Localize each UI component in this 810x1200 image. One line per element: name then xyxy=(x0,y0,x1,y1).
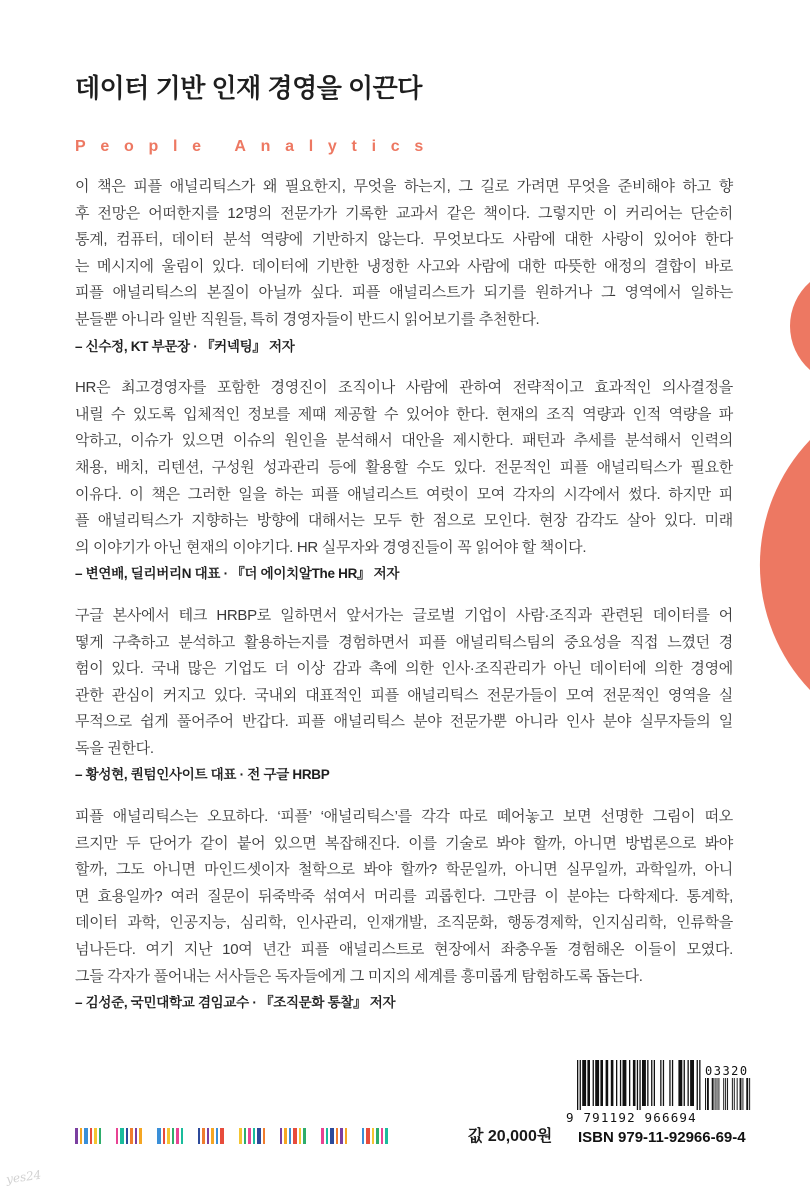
barcode-bar xyxy=(723,1078,724,1110)
stripe-bar xyxy=(130,1128,133,1144)
stripe-bar xyxy=(211,1128,214,1144)
barcode-bar xyxy=(712,1078,714,1110)
stripe-bar xyxy=(163,1128,165,1144)
stripe-bar xyxy=(253,1128,255,1144)
endorsement-quote xyxy=(75,174,733,334)
barcode-bar xyxy=(651,1060,652,1106)
quote-line: 채용, 배치, 리텐션, 구성원 성과관리 등에 활용할 수도 있다. 전문적인 피플 애널리틱스가 필요한 xyxy=(75,458,733,476)
barcode-bar xyxy=(688,1060,689,1106)
endorsement-quote xyxy=(75,804,733,990)
barcode-bar xyxy=(620,1060,621,1106)
barcode-bar xyxy=(595,1060,599,1106)
stripe-bar xyxy=(135,1128,137,1144)
quote-line: 험이 있다. 국내 많은 기업도 더 이상 감과 촉에 의한 인사·조직관리가 아닌 데이터에 의한 경영에 xyxy=(75,660,733,678)
endorsement-quote xyxy=(75,375,733,561)
stripe-bar xyxy=(372,1128,374,1144)
barcode-bar xyxy=(699,1060,700,1110)
quote-line: 의 이야기가 아닌 현재의 이야기다. HR 실무자와 경영진들이 꼭 읽어야 할 책이다. xyxy=(75,538,587,556)
stripe-bar xyxy=(167,1128,170,1144)
barcode-addon-digits: 03320 xyxy=(705,1064,749,1078)
barcode-bar xyxy=(727,1078,728,1110)
quote-line: 무적으로 쉽게 풀어주어 반갑다. 피플 애널리틱스 분야 전문가뿐 아니라 인사 분야 실무자들의 일 xyxy=(75,713,733,731)
barcode-bar xyxy=(715,1078,716,1110)
stripe-bar xyxy=(299,1128,301,1144)
endorsement-block xyxy=(75,603,733,789)
barcode-bar xyxy=(732,1078,733,1110)
quote-line: HR은 최고경영자를 포함한 경영진이 조직이나 사람에 관하여 전략적이고 효과적인 의사결정을 xyxy=(75,379,733,397)
barcode-bar xyxy=(582,1060,586,1106)
quote-line: 내릴 수 있도록 입체적인 정보를 제때 제공할 수 있어야 한다. 현재의 조직 역량과 인적 역량을 파 xyxy=(75,405,733,423)
quote-line: 이유다. 이 책은 그러한 일을 하는 피플 애널리스트 여럿이 모여 각자의 시각에서 썼다. 하지만 피 xyxy=(75,485,733,503)
stripe-bar xyxy=(216,1128,218,1144)
stripe-bar xyxy=(176,1128,179,1144)
color-stripe-band xyxy=(75,1128,405,1144)
barcode-bar xyxy=(740,1078,742,1110)
stripe-bar xyxy=(321,1128,324,1144)
stripe-bar xyxy=(202,1128,205,1144)
barcode-bar xyxy=(606,1060,609,1106)
quote-line: 할까, 그도 아니면 마인드셋이자 철학으로 봐야 할까? 학문일까, 아니면 실무일까, 과학일까, 아니 xyxy=(75,861,733,879)
barcode-bar xyxy=(637,1060,638,1110)
stripe-bar xyxy=(293,1128,297,1144)
quote-line: 후 전망은 어떠한지를 12명의 전문가가 기록한 교과서 같은 책이다. 그렇지만 이 커리어는 단순히 xyxy=(75,204,733,222)
barcode-bar xyxy=(629,1060,630,1106)
stripe-bar xyxy=(340,1128,343,1144)
barcode-bar xyxy=(697,1060,698,1110)
quote-line: 플 애널리틱스가 지향하는 방향에 대해서는 모두 한 점으로 모인다. 현장 감각도 살아 있다. 미래 xyxy=(75,512,733,530)
stripe-bar xyxy=(157,1128,161,1144)
barcode-bar xyxy=(734,1078,735,1110)
barcode-bar xyxy=(580,1060,581,1110)
stripe-bar xyxy=(303,1128,306,1144)
barcode-bar xyxy=(746,1078,748,1110)
barcode-bar xyxy=(633,1060,636,1106)
quote-line: 그들 각자가 풀어내는 서사들은 독자들에게 그 미지의 세계를 흥미롭게 탐험하도록 돕는다. xyxy=(75,967,643,985)
endorsement-block xyxy=(75,375,733,588)
barcode-bar xyxy=(742,1078,743,1110)
barcode-bar xyxy=(737,1078,738,1110)
stripe-bar xyxy=(172,1128,174,1144)
stripe-bar xyxy=(198,1128,200,1144)
barcode-bar xyxy=(678,1060,682,1106)
quote-line: 르지만 두 단어가 같이 붙어 있으면 복잡해진다. 이를 기술로 봐야 할까, 아니면 방법론으로 봐야 xyxy=(75,834,733,852)
stripe-bar xyxy=(376,1128,379,1144)
stripe-bar xyxy=(366,1128,370,1144)
barcode-bar xyxy=(616,1060,617,1106)
stripe-bar xyxy=(90,1128,92,1144)
stripe-bar xyxy=(257,1128,261,1144)
quote-line: 통계, 컴퓨터, 데이터 분석 역량에 기반하지 않는다. 무엇보다도 사람에 대한 사랑이 있어야 한다 xyxy=(75,231,733,249)
barcode-bar xyxy=(660,1060,661,1106)
isbn-label: ISBN 979-11-92966-69-4 xyxy=(578,1129,746,1146)
quote-line: 면 효용일까? 여러 질문이 뒤죽박죽 섞여서 머리를 괴롭힌다. 그만큼 이 분야는 다학제다. 통계학, xyxy=(75,887,733,905)
stripe-bar xyxy=(330,1128,334,1144)
barcode-bar xyxy=(718,1078,719,1110)
decorative-circle-small xyxy=(790,282,810,370)
stripe-bar xyxy=(220,1128,224,1144)
endorsement-list xyxy=(75,174,733,1032)
stripe-bar xyxy=(345,1128,347,1144)
quote-line: 데이터 과학, 인공지능, 심리학, 인사관리, 인재개발, 조직문화, 행동경제학, 인지심리학, 인류학을 xyxy=(75,914,733,932)
barcode-bar xyxy=(672,1060,673,1106)
endorsement-attribution: – 황성현, 퀀텀인사이트 대표 · 전 구글 HRBP xyxy=(75,767,330,783)
stripe-bar xyxy=(94,1128,97,1144)
barcode-bar xyxy=(749,1078,750,1110)
barcode-bar xyxy=(642,1060,646,1106)
barcode-bar xyxy=(593,1060,594,1106)
price-label: 값 20,000원 xyxy=(468,1128,553,1145)
stripe-bar xyxy=(181,1128,183,1144)
quote-line: 넘나든다. 여기 지난 10여 년간 피플 애널리스트로 현장에서 좌충우돌 경험해온 이들이 모였다. xyxy=(75,941,733,959)
watermark: yes24 xyxy=(5,1167,43,1187)
endorsement-quote xyxy=(75,603,733,763)
stripe-bar xyxy=(120,1128,124,1144)
barcode-bar xyxy=(623,1060,627,1106)
stripe-bar xyxy=(239,1128,242,1144)
quote-line: 피플 애널리틱스의 본질이 아닐까 싶다. 피플 애널리스트가 되기를 원하거나 그 영역에서 일하는 xyxy=(75,284,733,302)
quote-line: 분들뿐 아니라 일반 직원들, 특히 경영자들이 반드시 읽어보기를 추천한다. xyxy=(75,310,540,328)
stripe-bar xyxy=(263,1128,265,1144)
stripe-bar xyxy=(99,1128,101,1144)
stripe-bar xyxy=(326,1128,328,1144)
barcode-number: 9 791192 966694 xyxy=(566,1110,697,1125)
quote-line: 관한 관심이 커지고 있다. 국내외 대표적인 피플 애널리틱스 전문가들이 모여 전문적인 영역을 실 xyxy=(75,686,733,704)
barcode-bar xyxy=(647,1060,648,1106)
stripe-bar xyxy=(248,1128,251,1144)
stripe-bar xyxy=(336,1128,338,1144)
stripe-bar xyxy=(139,1128,142,1144)
barcode-bar xyxy=(684,1060,685,1106)
stripe-bar xyxy=(289,1128,291,1144)
barcode-bar xyxy=(587,1060,590,1106)
barcode-bar xyxy=(705,1078,706,1110)
stripe-bar xyxy=(84,1128,88,1144)
stripe-bar xyxy=(385,1128,388,1144)
endorsement-attribution: – 변연배, 딜리버리N 대표 · 『더 에이치알The HR』 저자 xyxy=(75,566,400,582)
quote-line: 피플 애널리틱스는 오묘하다. ‘피플’ ‘애널리틱스’를 각각 따로 떼어놓고 보면 선명한 그림이 떠오 xyxy=(75,808,733,826)
endorsement-attribution: – 김성준, 국민대학교 겸임교수 · 『조직문화 통찰』 저자 xyxy=(75,995,396,1011)
barcode-bar xyxy=(707,1078,709,1110)
stripe-bar xyxy=(116,1128,118,1144)
subtitle: People Analytics xyxy=(75,138,438,155)
stripe-bar xyxy=(244,1128,246,1144)
barcode-bar xyxy=(611,1060,614,1106)
endorsement-attribution: – 신수정, KT 부문장 · 『커넥팅』 저자 xyxy=(75,338,295,354)
quote-line: 악하고, 이슈가 있으면 이슈의 원인을 분석해서 대안을 제시한다. 패턴과 추세를 분석해서 인력의 xyxy=(75,432,733,450)
quote-line: 구글 본사에서 테크 HRBP로 일하면서 앞서가는 글로벌 기업이 사람·조직과 관련된 데이터를 어 xyxy=(75,606,733,624)
quote-line: 떻게 구축하고 분석하고 활용하는지를 경험하면서 피플 애널리틱스팀의 중요성을 직접 느꼈던 경 xyxy=(75,633,733,651)
decorative-circle-large xyxy=(760,440,810,690)
stripe-bar xyxy=(284,1128,287,1144)
endorsement-block xyxy=(75,174,733,360)
quote-line: 는 메시지에 울림이 있다. 데이터에 기반한 냉정한 사고와 사람에 대한 따뜻한 애정의 결합이 바로 xyxy=(75,257,733,275)
barcode-bar xyxy=(654,1060,655,1106)
barcode-bar xyxy=(577,1060,578,1110)
decorative-circles xyxy=(740,270,810,700)
barcode-bar xyxy=(669,1060,670,1106)
stripe-bar xyxy=(75,1128,78,1144)
barcode-bar xyxy=(725,1078,726,1110)
quote-line: 독을 권한다. xyxy=(75,739,154,757)
stripe-bar xyxy=(207,1128,209,1144)
page-title: 데이터 기반 인재 경영을 이끈다 xyxy=(75,73,422,103)
stripe-bar xyxy=(362,1128,364,1144)
stripe-bar xyxy=(126,1128,128,1144)
barcode-bar xyxy=(600,1060,603,1106)
endorsement-block xyxy=(75,804,733,1017)
barcode-bar xyxy=(639,1060,640,1110)
barcode-bar xyxy=(663,1060,664,1106)
quote-line: 이 책은 피플 애널리틱스가 왜 필요한지, 무엇을 하는지, 그 길로 가려면 무엇을 준비해야 하고 향 xyxy=(75,178,733,195)
stripe-bar xyxy=(381,1128,383,1144)
barcode-bar xyxy=(717,1078,718,1110)
stripe-bar xyxy=(280,1128,282,1144)
stripe-bar xyxy=(80,1128,82,1144)
barcode-bar xyxy=(690,1060,694,1106)
